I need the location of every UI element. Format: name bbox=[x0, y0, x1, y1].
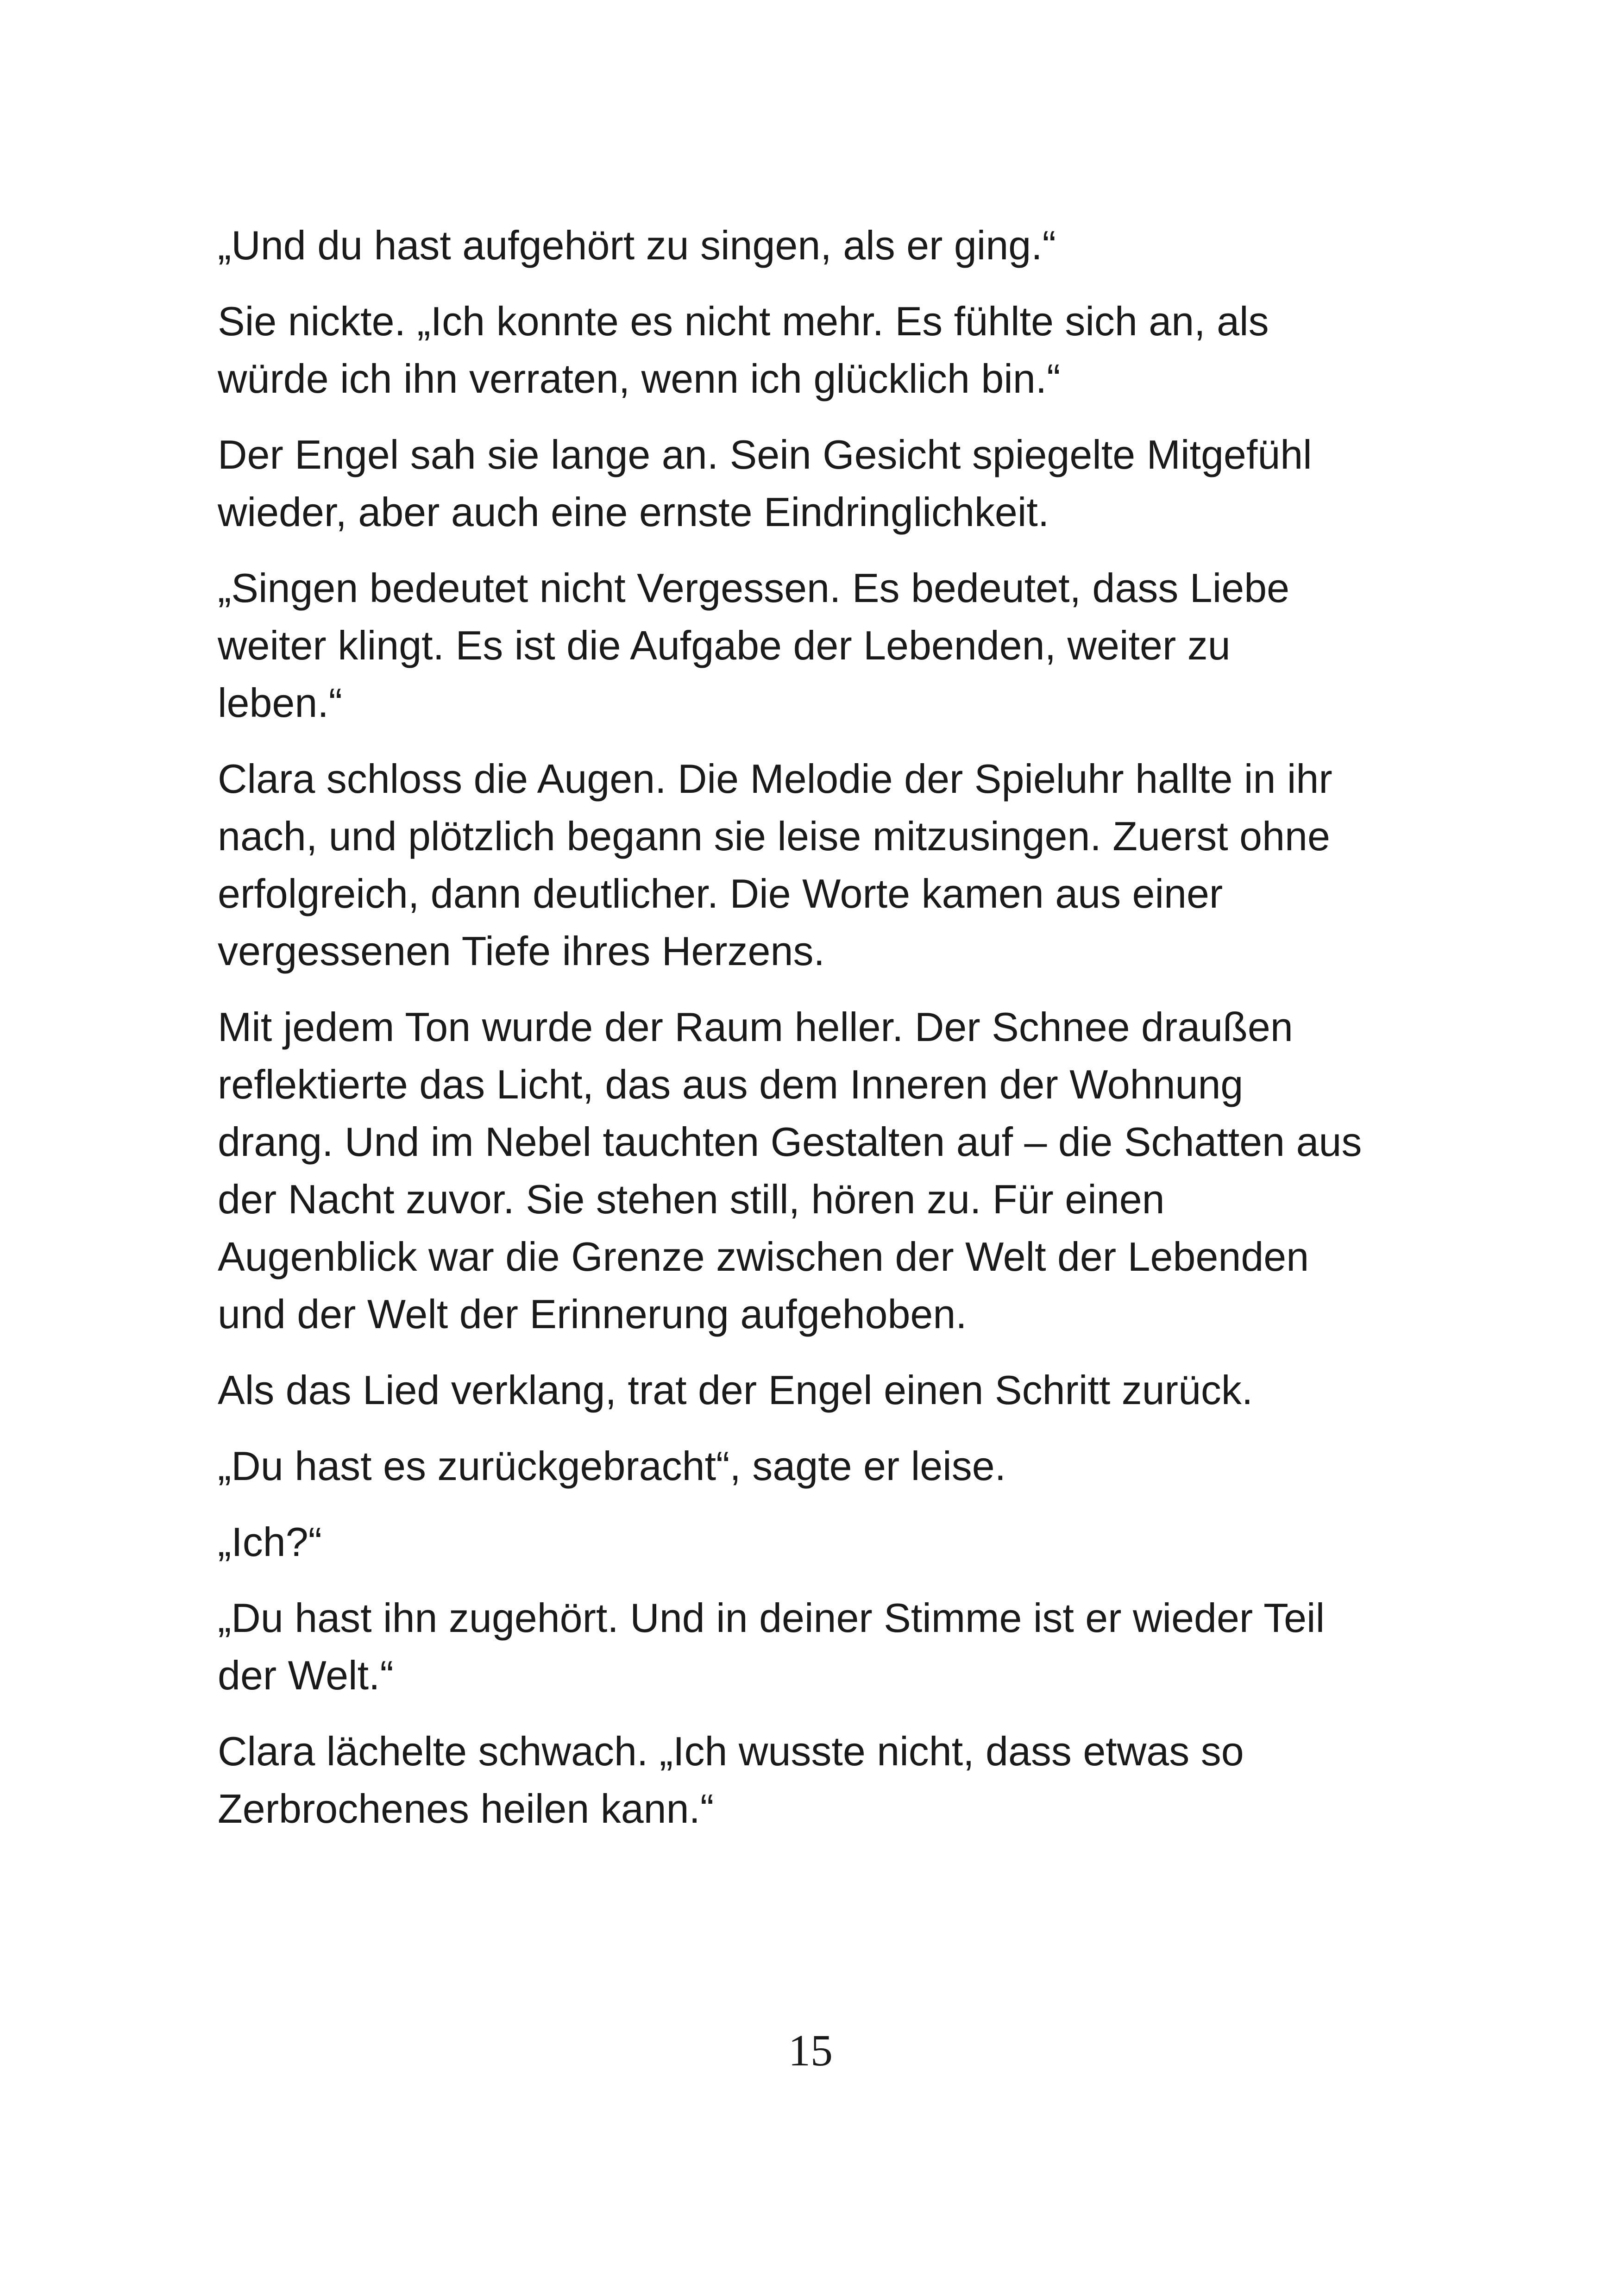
paragraph: Clara lächelte schwach. „Ich wusste nicht, dass etwas so Zerbrochenes heilen kann.“ bbox=[218, 1728, 1244, 1832]
paragraph: Sie nickte. „Ich konnte es nicht mehr. Es fühlte sich an, als würde ich ihn verraten, wenn ich glücklich bin.“ bbox=[218, 298, 1269, 401]
paragraph: Clara schloss die Augen. Die Melodie der Spieluhr hallte in ihr nach, und plötzlich begann sie leise mitzusingen. Zuerst ohne erfolgreich, dann deutlicher. Die Worte kamen aus einer vergessenen Tiefe ihres Herzens. bbox=[218, 756, 1332, 974]
page-number: 15 bbox=[788, 2026, 833, 2075]
body-text bbox=[218, 217, 1413, 1856]
paragraph: „Du hast ihn zugehört. Und in deiner Stimme ist er wieder Teil der Welt.“ bbox=[218, 1595, 1325, 1698]
paragraph: Der Engel sah sie lange an. Sein Gesicht spiegelte Mitgefühl wieder, aber auch eine ernste Eindringlichkeit. bbox=[218, 432, 1312, 535]
paragraph: „Du hast es zurückgebracht“, sagte er leise. bbox=[218, 1443, 1006, 1489]
paragraph: Als das Lied verklang, trat der Engel einen Schritt zurück. bbox=[218, 1367, 1253, 1413]
paragraph: „Ich?“ bbox=[218, 1519, 322, 1565]
paragraph: „Singen bedeutet nicht Vergessen. Es bedeutet, dass Liebe weiter klingt. Es ist die Aufgabe der Lebenden, weiter zu leben.“ bbox=[218, 565, 1290, 726]
paragraph: „Und du hast aufgehört zu singen, als er ging.“ bbox=[218, 222, 1056, 268]
paragraph: Mit jedem Ton wurde der Raum heller. Der Schnee draußen reflektierte das Licht, das aus dem Inneren der Wohnung drang. Und im Nebel tauchten Gestalten auf – die Schatten aus der Nacht zuvor. Sie stehen still, hören zu. Für einen Augenblick war die Grenze zwischen der Welt der Lebenden und der Welt der Erinnerung aufgehoben. bbox=[218, 1004, 1362, 1337]
